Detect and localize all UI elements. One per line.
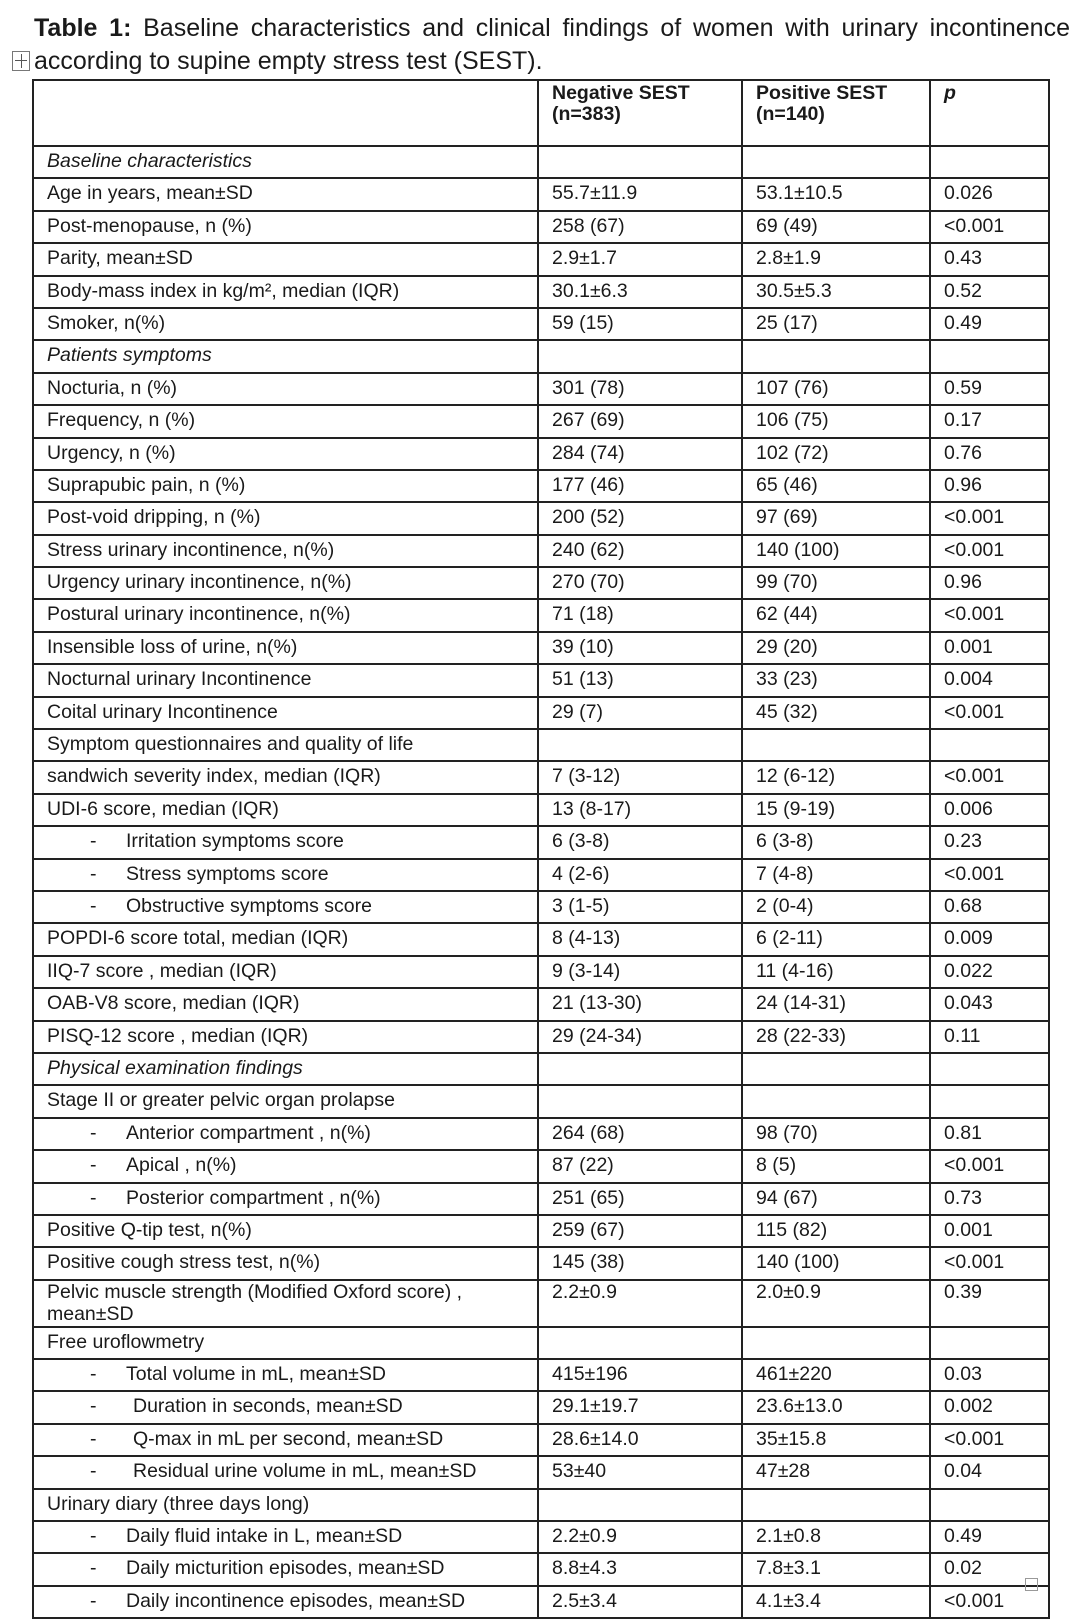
positive-sest-value: 102 (72) (742, 438, 930, 470)
caption-line-2 (12, 45, 1070, 78)
row-label: Insensible loss of urine, n(%) (33, 632, 538, 664)
positive-sest-value: 6 (3-8) (742, 826, 930, 858)
p-value: 0.03 (930, 1359, 1049, 1391)
positive-sest-value: 33 (23) (742, 664, 930, 696)
p-value: <0.001 (930, 502, 1049, 534)
table-row (33, 178, 1049, 210)
positive-sest-value (742, 1085, 930, 1117)
table-row (33, 373, 1049, 405)
row-label (33, 1359, 538, 1391)
section-row (33, 1489, 1049, 1521)
row-label: PISQ-12 score , median (IQR) (33, 1021, 538, 1053)
table-row (33, 405, 1049, 437)
bullet-dash: - (90, 1589, 97, 1612)
positive-sest-value: 6 (2-11) (742, 923, 930, 955)
row-label: Post-void dripping, n (%) (33, 502, 538, 534)
p-value: <0.001 (930, 1586, 1049, 1618)
section-title: Physical examination findings (33, 1053, 538, 1085)
table-row (33, 1553, 1049, 1585)
positive-sest-value: 15 (9-19) (742, 794, 930, 826)
row-label-text: Residual urine volume in mL, mean±SD (133, 1460, 477, 1483)
p-value: 0.39 (930, 1280, 1049, 1327)
bullet-dash: - (90, 1395, 97, 1418)
negative-sest-value: 267 (69) (538, 405, 742, 437)
row-label: Urgency urinary incontinence, n(%) (33, 567, 538, 599)
row-label-text: Daily fluid intake in L, mean±SD (126, 1525, 403, 1548)
p-value (930, 340, 1049, 372)
row-label: Nocturia, n (%) (33, 373, 538, 405)
positive-sest-value: 25 (17) (742, 308, 930, 340)
negative-sest-value: 251 (65) (538, 1183, 742, 1215)
positive-sest-value: 461±220 (742, 1359, 930, 1391)
row-label (33, 1183, 538, 1215)
negative-sest-value: 145 (38) (538, 1247, 742, 1279)
table-row (33, 1280, 1049, 1327)
p-value: 0.001 (930, 632, 1049, 664)
table-row (33, 1359, 1049, 1391)
negative-sest-value: 240 (62) (538, 535, 742, 567)
negative-sest-value: 2.5±3.4 (538, 1586, 742, 1618)
negative-sest-value: 8.8±4.3 (538, 1553, 742, 1585)
positive-sest-value: 7 (4-8) (742, 859, 930, 891)
table-row (33, 211, 1049, 243)
header-positive-sest: Positive SEST (n=140) (742, 80, 930, 146)
row-label: Frequency, n (%) (33, 405, 538, 437)
positive-sest-value: 47±28 (742, 1456, 930, 1488)
row-label: Age in years, mean±SD (33, 178, 538, 210)
p-value (930, 1327, 1049, 1359)
row-label: Pelvic muscle strength (Modified Oxford score) , mean±SD (33, 1280, 538, 1327)
p-value: <0.001 (930, 1150, 1049, 1182)
section-title: Urinary diary (three days long) (33, 1489, 538, 1521)
negative-sest-value: 6 (3-8) (538, 826, 742, 858)
section-row (33, 1053, 1049, 1085)
table-row (33, 761, 1049, 793)
negative-sest-value: 53±40 (538, 1456, 742, 1488)
negative-sest-value: 9 (3-14) (538, 956, 742, 988)
p-value: 0.009 (930, 923, 1049, 955)
row-label: Body-mass index in kg/m², median (IQR) (33, 276, 538, 308)
negative-sest-value: 2.2±0.9 (538, 1521, 742, 1553)
row-label-text: Stress symptoms score (126, 862, 329, 885)
row-label (33, 891, 538, 923)
negative-sest-value: 177 (46) (538, 470, 742, 502)
table-move-handle-icon[interactable] (12, 51, 30, 71)
data-table (32, 79, 1050, 1619)
table-header-row (33, 80, 1049, 146)
p-value: <0.001 (930, 599, 1049, 631)
positive-sest-value: 107 (76) (742, 373, 930, 405)
negative-sest-value: 8 (4-13) (538, 923, 742, 955)
table-row (33, 794, 1049, 826)
bullet-dash: - (90, 894, 97, 917)
section-row (33, 340, 1049, 372)
negative-sest-value: 259 (67) (538, 1215, 742, 1247)
row-label: IIQ-7 score , median (IQR) (33, 956, 538, 988)
table-row (33, 1118, 1049, 1150)
positive-sest-value: 106 (75) (742, 405, 930, 437)
section-title: Symptom questionnaires and quality of life (33, 729, 538, 761)
table-caption (12, 12, 1070, 78)
row-label: Parity, mean±SD (33, 243, 538, 275)
table-row (33, 632, 1049, 664)
p-value: 0.59 (930, 373, 1049, 405)
header-negative-sest: Negative SEST (n=383) (538, 80, 742, 146)
p-value: <0.001 (930, 761, 1049, 793)
bullet-dash: - (90, 1121, 97, 1144)
positive-sest-value: 62 (44) (742, 599, 930, 631)
p-value: 0.73 (930, 1183, 1049, 1215)
negative-sest-value: 55.7±11.9 (538, 178, 742, 210)
table-row (33, 1183, 1049, 1215)
p-value: 0.76 (930, 438, 1049, 470)
row-label (33, 1553, 538, 1585)
positive-sest-value: 99 (70) (742, 567, 930, 599)
negative-sest-value: 39 (10) (538, 632, 742, 664)
negative-sest-value: 3 (1-5) (538, 891, 742, 923)
p-value (930, 729, 1049, 761)
row-label (33, 1424, 538, 1456)
negative-sest-value (538, 729, 742, 761)
bullet-dash: - (90, 830, 97, 853)
bullet-dash: - (90, 1460, 97, 1483)
p-value: <0.001 (930, 697, 1049, 729)
table-row (33, 470, 1049, 502)
caption-label: Table 1: (34, 14, 132, 42)
table-row (33, 1085, 1049, 1117)
section-row (33, 729, 1049, 761)
p-value: <0.001 (930, 859, 1049, 891)
positive-sest-value: 94 (67) (742, 1183, 930, 1215)
p-value: 0.96 (930, 567, 1049, 599)
positive-sest-value: 24 (14-31) (742, 988, 930, 1020)
row-label (33, 1586, 538, 1618)
positive-sest-value: 69 (49) (742, 211, 930, 243)
bullet-dash: - (90, 1186, 97, 1209)
positive-sest-value: 140 (100) (742, 535, 930, 567)
p-value: 0.006 (930, 794, 1049, 826)
p-value: 0.96 (930, 470, 1049, 502)
row-label-text: Irritation symptoms score (126, 830, 344, 853)
negative-sest-value: 29 (7) (538, 697, 742, 729)
row-label: Stage II or greater pelvic organ prolapse (33, 1085, 538, 1117)
table-row (33, 988, 1049, 1020)
negative-sest-value: 284 (74) (538, 438, 742, 470)
p-value (930, 146, 1049, 178)
p-value (930, 1053, 1049, 1085)
positive-sest-value: 12 (6-12) (742, 761, 930, 793)
table-row (33, 891, 1049, 923)
row-label (33, 859, 538, 891)
positive-sest-value: 23.6±13.0 (742, 1391, 930, 1423)
p-value: 0.49 (930, 308, 1049, 340)
row-label: Post-menopause, n (%) (33, 211, 538, 243)
p-value: 0.001 (930, 1215, 1049, 1247)
p-value: 0.49 (930, 1521, 1049, 1553)
row-label: POPDI-6 score total, median (IQR) (33, 923, 538, 955)
p-value: 0.68 (930, 891, 1049, 923)
section-title: Free uroflowmetry (33, 1327, 538, 1359)
negative-sest-value: 29.1±19.7 (538, 1391, 742, 1423)
p-value: 0.022 (930, 956, 1049, 988)
positive-sest-value: 2 (0-4) (742, 891, 930, 923)
positive-sest-value: 7.8±3.1 (742, 1553, 930, 1585)
p-value: <0.001 (930, 211, 1049, 243)
p-value: <0.001 (930, 1424, 1049, 1456)
positive-sest-value: 2.0±0.9 (742, 1280, 930, 1327)
bullet-dash: - (90, 862, 97, 885)
negative-sest-value: 2.9±1.7 (538, 243, 742, 275)
table-row (33, 664, 1049, 696)
negative-sest-value: 29 (24-34) (538, 1021, 742, 1053)
row-label-text: Anterior compartment , n(%) (126, 1121, 371, 1144)
p-value: 0.002 (930, 1391, 1049, 1423)
table-row (33, 1391, 1049, 1423)
p-value (930, 1085, 1049, 1117)
negative-sest-value: 7 (3-12) (538, 761, 742, 793)
row-label: Coital urinary Incontinence (33, 697, 538, 729)
table-row (33, 276, 1049, 308)
positive-sest-value (742, 340, 930, 372)
caption-line-1 (12, 12, 1070, 45)
positive-sest-value (742, 1327, 930, 1359)
p-value (930, 1489, 1049, 1521)
table-row (33, 956, 1049, 988)
negative-sest-value: 13 (8-17) (538, 794, 742, 826)
positive-sest-value: 4.1±3.4 (742, 1586, 930, 1618)
positive-sest-value: 29 (20) (742, 632, 930, 664)
table-row (33, 1150, 1049, 1182)
positive-sest-value: 115 (82) (742, 1215, 930, 1247)
negative-sest-value: 71 (18) (538, 599, 742, 631)
caption-text-2: according to supine empty stress test (SEST). (34, 47, 543, 75)
positive-sest-value (742, 146, 930, 178)
negative-sest-value: 270 (70) (538, 567, 742, 599)
p-value: 0.02 (930, 1553, 1049, 1585)
row-label: Urgency, n (%) (33, 438, 538, 470)
row-label-text: Q-max in mL per second, mean±SD (133, 1427, 444, 1450)
bullet-dash: - (90, 1525, 97, 1548)
row-label-text: Daily micturition episodes, mean±SD (126, 1557, 445, 1580)
table-row (33, 535, 1049, 567)
row-label: OAB-V8 score, median (IQR) (33, 988, 538, 1020)
table-row (33, 1521, 1049, 1553)
positive-sest-value: 2.1±0.8 (742, 1521, 930, 1553)
p-value: 0.11 (930, 1021, 1049, 1053)
header-label-cell (33, 80, 538, 146)
row-label-text: Daily incontinence episodes, mean±SD (126, 1589, 466, 1612)
table-row (33, 1021, 1049, 1053)
p-value: 0.52 (930, 276, 1049, 308)
negative-sest-value: 59 (15) (538, 308, 742, 340)
row-label-text: Posterior compartment , n(%) (126, 1186, 381, 1209)
table-row (33, 826, 1049, 858)
table-row (33, 438, 1049, 470)
negative-sest-value: 258 (67) (538, 211, 742, 243)
row-label: Nocturnal urinary Incontinence (33, 664, 538, 696)
p-value: 0.17 (930, 405, 1049, 437)
positive-sest-value: 35±15.8 (742, 1424, 930, 1456)
negative-sest-value (538, 340, 742, 372)
row-label: Suprapubic pain, n (%) (33, 470, 538, 502)
table-row (33, 599, 1049, 631)
table-row (33, 243, 1049, 275)
row-label (33, 826, 538, 858)
bullet-dash: - (90, 1363, 97, 1386)
negative-sest-value (538, 1489, 742, 1521)
negative-sest-value (538, 146, 742, 178)
table-body (33, 146, 1049, 1618)
positive-sest-value: 140 (100) (742, 1247, 930, 1279)
section-row (33, 146, 1049, 178)
positive-sest-value (742, 1489, 930, 1521)
p-value: <0.001 (930, 535, 1049, 567)
section-title: Patients symptoms (33, 340, 538, 372)
row-label-text: Duration in seconds, mean±SD (133, 1395, 403, 1418)
row-label-text: Total volume in mL, mean±SD (126, 1363, 386, 1386)
p-value: 0.026 (930, 178, 1049, 210)
row-label: Positive Q-tip test, n(%) (33, 1215, 538, 1247)
negative-sest-value: 200 (52) (538, 502, 742, 534)
p-value: 0.43 (930, 243, 1049, 275)
row-label: Postural urinary incontinence, n(%) (33, 599, 538, 631)
row-label (33, 1456, 538, 1488)
positive-sest-value: 53.1±10.5 (742, 178, 930, 210)
negative-sest-value: 4 (2-6) (538, 859, 742, 891)
p-value: 0.004 (930, 664, 1049, 696)
positive-sest-value: 65 (46) (742, 470, 930, 502)
p-value: 0.81 (930, 1118, 1049, 1150)
p-value: 0.04 (930, 1456, 1049, 1488)
row-label (33, 1521, 538, 1553)
row-label: Stress urinary incontinence, n(%) (33, 535, 538, 567)
section-row (33, 1327, 1049, 1359)
negative-sest-value: 264 (68) (538, 1118, 742, 1150)
positive-sest-value: 30.5±5.3 (742, 276, 930, 308)
negative-sest-value (538, 1085, 742, 1117)
table-row (33, 859, 1049, 891)
row-label (33, 1118, 538, 1150)
positive-sest-value: 8 (5) (742, 1150, 930, 1182)
negative-sest-value: 301 (78) (538, 373, 742, 405)
header-p-value: p (930, 80, 1049, 146)
caption-text-1: Baseline characteristics and clinical findings of women with urinary incontinence (131, 14, 1070, 42)
table-row (33, 1215, 1049, 1247)
bullet-dash: - (90, 1427, 97, 1450)
positive-sest-value: 45 (32) (742, 697, 930, 729)
p-value: <0.001 (930, 1247, 1049, 1279)
negative-sest-value: 21 (13-30) (538, 988, 742, 1020)
positive-sest-value: 97 (69) (742, 502, 930, 534)
row-label-text: Obstructive symptoms score (126, 894, 372, 917)
page-corner-marker (1025, 1578, 1038, 1591)
table-row (33, 308, 1049, 340)
negative-sest-value (538, 1053, 742, 1085)
table-row (33, 567, 1049, 599)
negative-sest-value: 51 (13) (538, 664, 742, 696)
row-label: Positive cough stress test, n(%) (33, 1247, 538, 1279)
bullet-dash: - (90, 1154, 97, 1177)
positive-sest-value: 28 (22-33) (742, 1021, 930, 1053)
negative-sest-value: 87 (22) (538, 1150, 742, 1182)
row-label (33, 1391, 538, 1423)
table-row (33, 1424, 1049, 1456)
negative-sest-value: 2.2±0.9 (538, 1280, 742, 1327)
table-row (33, 923, 1049, 955)
positive-sest-value: 2.8±1.9 (742, 243, 930, 275)
row-label (33, 1150, 538, 1182)
positive-sest-value (742, 729, 930, 761)
row-label-text: Apical , n(%) (126, 1154, 237, 1177)
row-label: Smoker, n(%) (33, 308, 538, 340)
table-row (33, 1456, 1049, 1488)
positive-sest-value: 98 (70) (742, 1118, 930, 1150)
table-row (33, 1586, 1049, 1618)
table-row (33, 1247, 1049, 1279)
p-value: 0.23 (930, 826, 1049, 858)
negative-sest-value: 415±196 (538, 1359, 742, 1391)
table-row (33, 697, 1049, 729)
positive-sest-value (742, 1053, 930, 1085)
negative-sest-value: 30.1±6.3 (538, 276, 742, 308)
positive-sest-value: 11 (4-16) (742, 956, 930, 988)
row-label: sandwich severity index, median (IQR) (33, 761, 538, 793)
table-row (33, 502, 1049, 534)
p-value: 0.043 (930, 988, 1049, 1020)
bullet-dash: - (90, 1557, 97, 1580)
negative-sest-value (538, 1327, 742, 1359)
section-title: Baseline characteristics (33, 146, 538, 178)
negative-sest-value: 28.6±14.0 (538, 1424, 742, 1456)
row-label: UDI-6 score, median (IQR) (33, 794, 538, 826)
